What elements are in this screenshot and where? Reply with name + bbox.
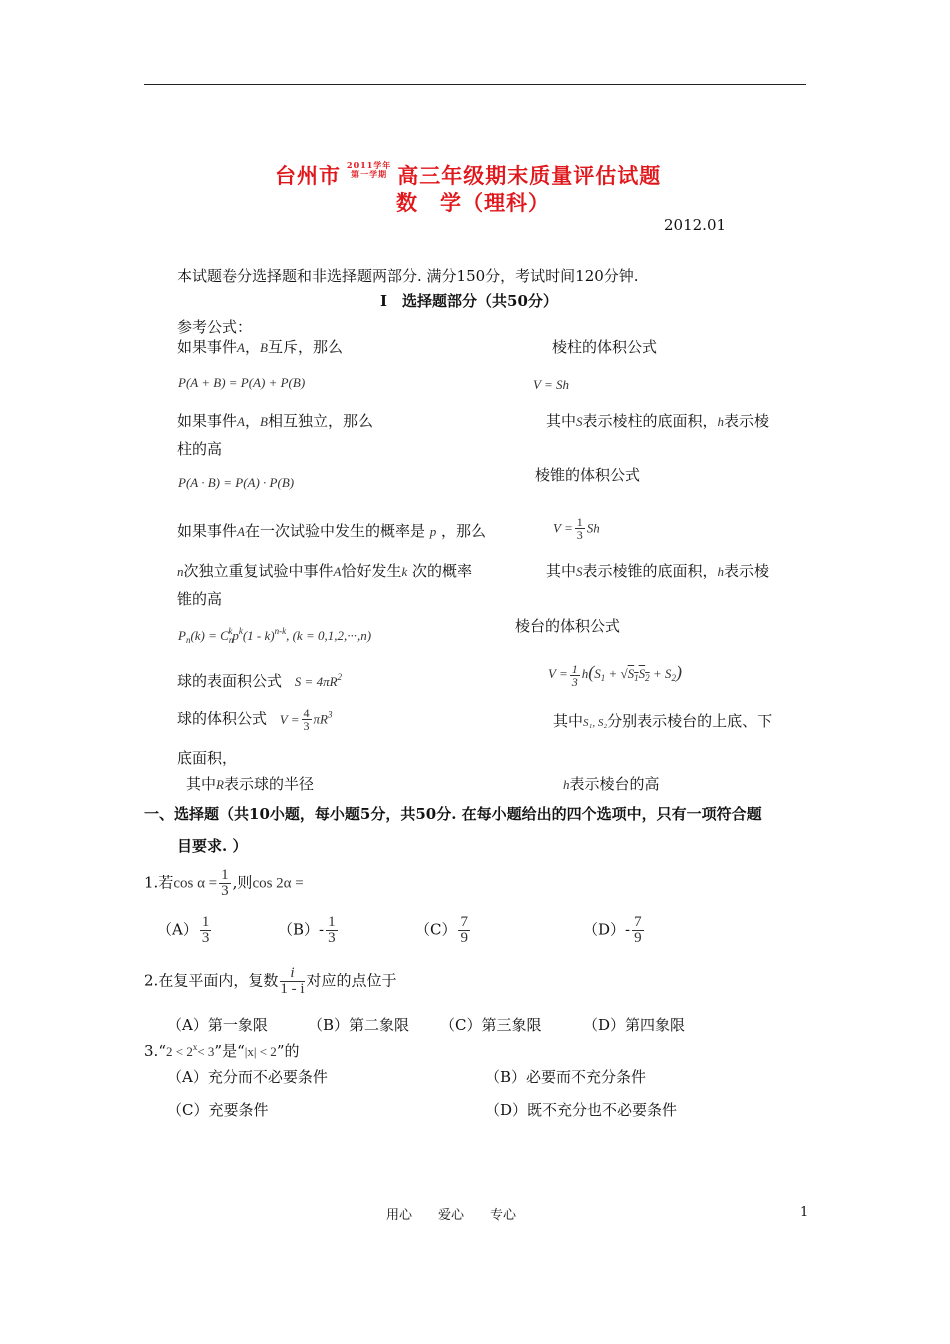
one-third-fraction: [570, 663, 580, 688]
pyramid-note-wrap: 锥的高: [177, 590, 223, 608]
frustum-note: [553, 710, 772, 731]
fraction-num: 1: [571, 661, 578, 676]
indep-line: 如果事件A，B相互独立，那么: [177, 412, 373, 430]
option-fraction: [326, 915, 338, 946]
question-2-stem: [144, 966, 397, 997]
inequality-1-end: < 3: [197, 1044, 215, 1059]
prism-note-a: 其中: [546, 412, 577, 430]
part1-heading-wrap: 目要求. ）: [177, 837, 248, 855]
exam-title-line: [275, 160, 661, 190]
repeat-line: [177, 560, 472, 581]
var-n: n: [177, 564, 184, 579]
pyramid-note-a: 其中: [546, 562, 577, 580]
fraction-den: 3: [571, 674, 578, 689]
cos-alpha: cos α =: [173, 875, 218, 892]
prism-note-wrap: 柱的高: [177, 440, 223, 458]
sphere-vol-prefix: V =: [279, 711, 300, 727]
prism-formula: V = Sh: [533, 377, 569, 392]
binomial-range: (k = 0,1,2,···,n): [292, 628, 372, 643]
frustum-note-wrap: 底面积，: [177, 749, 238, 767]
v-equals: V =: [548, 666, 568, 681]
one-third-fraction: [219, 868, 231, 899]
question-2-option-a[interactable]: （A）第一象限: [167, 1016, 268, 1034]
radius-text-2: 表示球的半径: [223, 775, 314, 793]
pyramid-label: 棱锥的体积公式: [535, 466, 641, 484]
var-s: S: [576, 564, 583, 579]
section1-title: Ⅰ 选择题部分（共50分）: [380, 292, 558, 310]
option-label: （A）: [157, 920, 198, 939]
indep-text: 如果事件: [177, 412, 238, 430]
fraction-num: 1: [328, 914, 336, 930]
ref-formulas-label: 参考公式：: [177, 318, 253, 336]
prism-note-c: 表示棱: [724, 412, 770, 430]
intro-text: 本试题卷分选择题和非选择题两部分. 满分150分，考试时间120分钟.: [177, 267, 639, 285]
prob-text: 如果事件: [177, 522, 238, 540]
fraction-num: 1: [576, 515, 583, 529]
frustum-height-text: 表示棱台的高: [569, 775, 660, 793]
question-number: 3.: [144, 1042, 159, 1060]
cos-2alpha: cos 2α =: [252, 875, 304, 892]
prob-text-2: 在一次试验中发生的概率是: [244, 522, 425, 540]
prism-label: 棱柱的体积公式: [552, 338, 658, 356]
option-label: （C）: [415, 920, 457, 939]
fraction-den: 3: [328, 930, 336, 946]
var-a: A: [237, 524, 245, 539]
question-3-option-c[interactable]: （C）充要条件: [167, 1101, 269, 1119]
mutex-text: 如果事件: [177, 338, 238, 356]
fraction-num: 7: [634, 914, 642, 930]
var-h: h: [717, 564, 725, 579]
radius-text: 其中: [186, 775, 217, 793]
fraction-num: i: [280, 966, 304, 982]
mutex-formula: P(A + B) = P(A) + P(B): [178, 375, 306, 390]
v-equals: V =: [553, 520, 573, 536]
question-number: 2.: [144, 971, 159, 990]
exam-date: 2012.01: [664, 216, 727, 234]
city-name: 台州市: [275, 163, 341, 188]
cube-exponent: 3: [328, 709, 333, 720]
question-text: 若: [158, 873, 174, 892]
question-2-option-b[interactable]: （B）第二象限: [308, 1016, 410, 1034]
repeat-text-3: 次的概率: [412, 562, 473, 580]
option-sign: -: [319, 920, 325, 939]
square-exponent: 2: [337, 672, 343, 682]
var-a: A: [237, 414, 245, 429]
indep-formula: P(A · B) = P(A) · P(B): [178, 475, 295, 490]
option-sign: -: [625, 920, 631, 939]
question-2-option-d[interactable]: （D）第四象限: [583, 1016, 686, 1034]
question-text-2: 对应的点位于: [306, 971, 397, 990]
repeat-text-2: 恰好发生: [341, 562, 402, 580]
four-thirds-fraction: [302, 707, 312, 732]
question-1-option-a[interactable]: [157, 915, 213, 946]
var-s1s2: S₁, S₂: [583, 717, 608, 729]
pyramid-note: [546, 560, 769, 581]
var-b: B: [259, 414, 268, 429]
mutex-text-2: 互斥，那么: [267, 338, 343, 356]
fraction-num: 4: [303, 706, 310, 720]
option-fraction: [458, 915, 470, 946]
inequality-1: 2 < 2: [165, 1044, 193, 1059]
pyramid-formula: [553, 516, 600, 541]
fraction-den: 3: [576, 528, 583, 542]
fraction-num: 1: [221, 867, 229, 883]
school-year: [347, 161, 391, 179]
binomial-formula: $P_n(k) = C_n^kp^k(1 - k)^{n-k}$, (k = 0,1,2,···,n): [178, 626, 372, 645]
frustum-label: 棱台的体积公式: [515, 617, 621, 635]
var-k: k: [401, 564, 408, 579]
part1-heading: [144, 803, 762, 824]
option-fraction: [200, 915, 212, 946]
frustum-formula: V = $\frac{1}{3}$ $h(S_1 + √S_1S_2 + S_2)$: [548, 661, 682, 689]
footer-motto: 用心 爱心 专心: [386, 1208, 517, 1223]
mutex-line: 如果事件A，B互斥，那么: [177, 338, 343, 356]
sphere-vol-label: 球的体积公式: [177, 709, 268, 728]
frustum-note-b: 分别表示棱台的上底、下: [607, 712, 773, 730]
var-s: S: [576, 414, 583, 429]
var-a: A: [237, 340, 245, 355]
fraction-den: 1 - i: [280, 981, 305, 997]
subject-title: 数 学（理科）: [396, 190, 550, 215]
question-text-2: ”是“: [214, 1042, 245, 1060]
prism-note: [546, 410, 769, 431]
var-p: p: [429, 524, 437, 539]
fraction-den: 3: [303, 719, 310, 733]
indep-text-2: 相互独立，那么: [267, 412, 373, 430]
fraction-den: 9: [634, 930, 642, 946]
sh: Sh: [586, 520, 600, 536]
frustum-height-line: [563, 773, 660, 794]
pyramid-note-c: 表示棱: [724, 562, 770, 580]
year-bottom: 第一学期: [351, 169, 388, 179]
option-fraction: [632, 915, 644, 946]
question-3-option-b[interactable]: （B）必要而不充分条件: [485, 1068, 647, 1086]
var-a: A: [333, 564, 342, 579]
exponent-x: x: [192, 1042, 198, 1052]
var-b: B: [259, 340, 268, 355]
fraction-den: 3: [221, 883, 229, 899]
sphere-area-label: 球的表面积公式: [177, 672, 283, 690]
option-label: （B）: [278, 920, 320, 939]
question-1-option-c[interactable]: [415, 915, 472, 946]
question-text-2: ,则: [232, 873, 253, 892]
prob-text-3: ，那么: [441, 522, 487, 540]
inequality-2: |x| < 2: [244, 1044, 277, 1059]
question-1-stem: [144, 868, 304, 899]
sphere-area-line: [177, 670, 342, 691]
var-r: R: [216, 777, 224, 792]
fraction-num: 7: [460, 914, 468, 930]
question-3-option-a[interactable]: （A）充分而不必要条件: [167, 1068, 328, 1086]
pyramid-note-b: 表示棱锥的底面积，: [582, 562, 718, 580]
question-text: 在复平面内，复数: [158, 971, 279, 990]
question-1-option-b[interactable]: [278, 915, 340, 946]
question-text-3: ”的: [276, 1042, 300, 1060]
sphere-vol-suffix: πR: [313, 711, 328, 727]
frustum-note-a: 其中: [553, 712, 584, 730]
part1-heading-rest: （共10小题，每小题5分，共50分. 在每小题给出的四个选项中，只有一项符合题: [219, 805, 762, 823]
prob-line: [177, 520, 486, 541]
repeat-text: 次独立重复试验中事件: [183, 562, 334, 580]
question-3-stem: [144, 1040, 299, 1061]
prism-note-b: 表示棱柱的底面积，: [582, 412, 718, 430]
sphere-vol-line: [177, 707, 333, 732]
var-h: h: [563, 777, 570, 792]
question-2-option-c[interactable]: （C）第三象限: [440, 1016, 542, 1034]
complex-fraction: [280, 966, 304, 997]
question-3-option-d[interactable]: （D）既不充分也不必要条件: [485, 1101, 678, 1119]
question-number: 1.: [144, 873, 159, 892]
question-text: “: [158, 1042, 166, 1060]
one-third-fraction: [575, 516, 585, 541]
year-top: 2011学年: [347, 160, 392, 170]
page-number: 1: [800, 1205, 809, 1220]
sphere-area-formula: S = 4πR: [294, 674, 338, 689]
option-label: （D）: [583, 920, 626, 939]
header-rule: [144, 84, 806, 85]
radius-line: [186, 773, 314, 794]
part1-heading-bold: 一、选择题: [144, 805, 220, 823]
var-h: h: [717, 414, 725, 429]
fraction-num: 1: [201, 914, 210, 930]
fraction-den: 9: [460, 930, 468, 946]
exam-title: 高三年级期末质量评估试题: [397, 163, 662, 188]
question-1-option-d[interactable]: [583, 915, 646, 946]
fraction-den: 3: [201, 930, 210, 946]
